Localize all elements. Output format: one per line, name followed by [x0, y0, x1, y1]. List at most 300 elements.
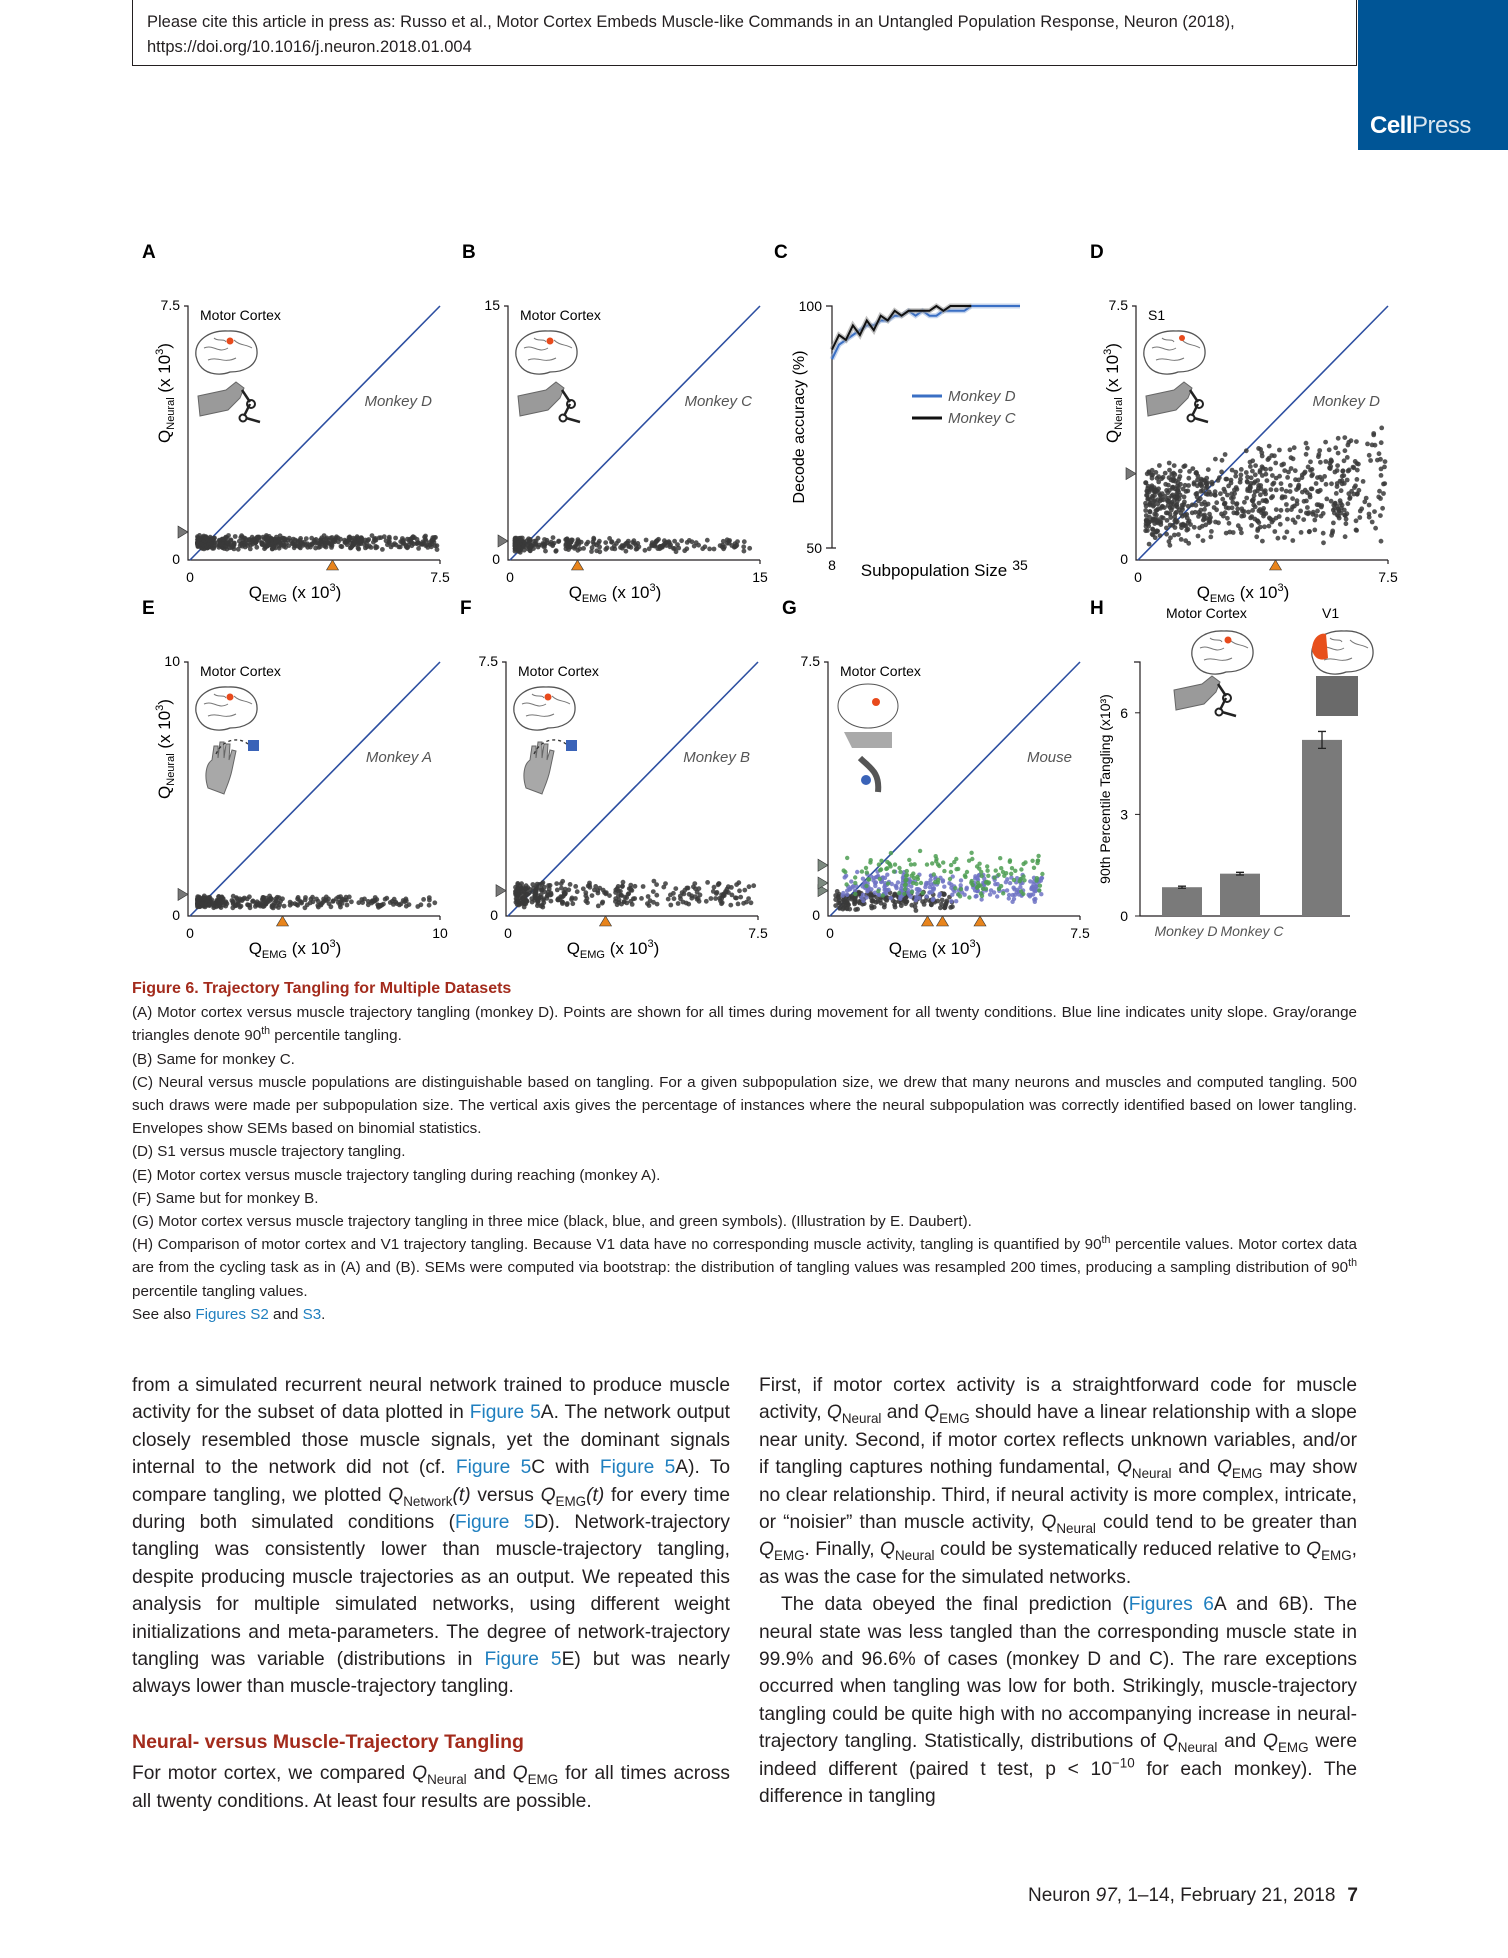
panel-c — [774, 242, 1028, 580]
data-point — [845, 856, 849, 860]
panel-f — [460, 598, 768, 961]
data-point — [387, 539, 392, 544]
data-point — [607, 893, 612, 898]
data-point — [303, 905, 308, 910]
data-point — [1249, 523, 1254, 528]
data-point — [626, 891, 631, 896]
data-point — [1367, 515, 1372, 520]
data-point — [1208, 535, 1213, 540]
link-figure-5[interactable]: Figure 5 — [455, 1512, 535, 1534]
data-point — [600, 900, 605, 905]
data-point — [1367, 453, 1372, 458]
data-point — [1156, 474, 1161, 479]
x-zero-label: 0 — [186, 569, 194, 585]
data-point — [1307, 492, 1312, 497]
data-point — [889, 851, 893, 855]
data-point — [999, 866, 1003, 870]
data-point — [974, 894, 978, 898]
data-point — [849, 879, 853, 883]
data-point — [231, 900, 236, 905]
data-point — [738, 895, 743, 900]
data-point — [853, 907, 858, 912]
data-point — [940, 898, 945, 903]
data-point — [1011, 886, 1015, 890]
subject-label: Monkey D — [1312, 393, 1380, 410]
data-point — [1183, 463, 1188, 468]
data-point — [676, 901, 681, 906]
caption-g: (G) Motor cortex versus muscle trajectory tangling in three mice (black, blue, and green symbols). (Illustration by E. Daubert). — [132, 1213, 972, 1231]
data-point — [1346, 501, 1351, 506]
data-point — [565, 901, 570, 906]
data-point — [1200, 524, 1205, 529]
data-point — [1220, 497, 1225, 502]
data-point — [663, 881, 668, 886]
data-point — [1316, 454, 1321, 459]
data-point — [1021, 892, 1025, 896]
data-point — [1347, 496, 1352, 501]
data-point — [1285, 475, 1290, 480]
data-point — [223, 545, 228, 550]
data-point — [686, 902, 691, 907]
data-point — [1293, 468, 1298, 473]
legend-label: Monkey C — [948, 410, 1016, 427]
data-point — [931, 897, 935, 901]
data-point — [836, 895, 841, 900]
caption-c: (C) Neural versus muscle populations are distinguishable based on tangling. For a given subpopulation size, we drew that many neurons and muscles and computed tangling. 500 such draws were made per subpopulation size. The vertical axis gives the percentage of instances where the neural subpopulation was correctly identified based on lower tangling. Envelopes show SEMs based on binomial statistics. — [132, 1073, 1357, 1138]
data-point — [673, 886, 678, 891]
data-point — [867, 877, 871, 881]
data-point — [841, 891, 845, 895]
data-point — [1207, 518, 1212, 523]
data-point — [427, 903, 432, 908]
data-point — [1171, 477, 1176, 482]
data-point — [726, 884, 731, 889]
data-point — [949, 870, 953, 874]
link-figure-5[interactable]: Figure 5 — [484, 1649, 562, 1671]
data-point — [975, 886, 979, 890]
data-point — [1305, 446, 1310, 451]
x-axis-title: $Q_{EMG}$ (x $10^3$) — [566, 938, 660, 961]
data-point — [236, 902, 241, 907]
data-point — [369, 901, 374, 906]
data-point — [1201, 538, 1206, 543]
data-point — [1312, 518, 1317, 523]
data-point — [730, 543, 735, 548]
data-point — [646, 894, 651, 899]
data-point — [257, 538, 262, 543]
data-point — [1227, 521, 1232, 526]
link-s3[interactable]: S3 — [302, 1305, 322, 1323]
data-point — [1155, 517, 1160, 522]
data-point — [998, 856, 1002, 860]
data-point — [976, 881, 980, 885]
data-point — [1244, 496, 1249, 501]
data-point — [1302, 499, 1307, 504]
data-point — [593, 884, 598, 889]
data-point — [1324, 497, 1329, 502]
data-point — [684, 546, 689, 551]
y-tangling-triangle — [818, 877, 828, 889]
data-point — [917, 896, 921, 900]
v1-stimulus-image — [1316, 676, 1358, 716]
x-axis-title: $Q_{EMG}$ (x $10^3$) — [1196, 582, 1290, 605]
data-point — [845, 893, 849, 897]
data-point — [621, 880, 626, 885]
data-point — [1173, 525, 1178, 530]
data-point — [949, 863, 953, 867]
data-point — [1161, 475, 1166, 480]
y-tangling-triangle — [498, 535, 508, 547]
data-point — [356, 546, 361, 551]
data-point — [1318, 475, 1323, 480]
data-point — [928, 878, 932, 882]
data-point — [918, 849, 922, 853]
data-point — [560, 900, 565, 905]
data-point — [1235, 507, 1240, 512]
y-max-label: 15 — [484, 297, 500, 313]
data-point — [596, 904, 601, 909]
region-label: Motor Cortex — [840, 663, 921, 679]
data-point — [975, 864, 979, 868]
data-point — [554, 548, 559, 553]
data-point — [1178, 474, 1183, 479]
data-point — [1274, 488, 1279, 493]
data-point — [1038, 884, 1042, 888]
data-point — [1154, 508, 1159, 513]
bar — [1302, 740, 1342, 916]
data-point — [893, 892, 898, 897]
data-point — [344, 898, 349, 903]
data-point — [1260, 539, 1265, 544]
data-point — [226, 533, 231, 538]
subject-label: Monkey D — [364, 393, 432, 410]
data-point — [1239, 473, 1244, 478]
data-point — [1163, 482, 1168, 487]
s1-marker — [1179, 335, 1185, 341]
body-paragraph: The data obeyed the final prediction (Figures 6A and 6B). The neural state was less tangled than the corresponding muscle state in 99.9% and 96.6% of cases (monkey D and C). The rare exceptions occurred when tangling was low for both. Strikingly, muscle-trajectory tangling could be quite high with no accompanying increase in neural-trajectory tangling. Statistically, distributions of $Q_{Neural}$ and $Q_{EMG}$ were indeed different (paired t test, $p < 10^{-10}$ for each monkey). The difference in tangling — [759, 1594, 1357, 1808]
data-point — [1153, 535, 1158, 540]
data-point — [549, 899, 554, 904]
data-point — [1229, 478, 1234, 483]
data-point — [1158, 506, 1163, 511]
y-max-label: 7.5 — [800, 653, 820, 669]
data-point — [1009, 872, 1013, 876]
data-point — [1186, 476, 1191, 481]
data-point — [1248, 485, 1253, 490]
data-point — [1198, 482, 1203, 487]
arm-icon — [1146, 382, 1208, 422]
data-point — [1304, 441, 1309, 446]
data-point — [1022, 878, 1026, 882]
brain-icon — [196, 687, 257, 730]
data-point — [985, 864, 989, 868]
x-tangling-triangle — [922, 916, 934, 926]
x-zero-label: 0 — [506, 569, 514, 585]
data-point — [407, 537, 412, 542]
data-point — [1262, 524, 1267, 529]
data-point — [843, 875, 847, 879]
data-point — [845, 889, 849, 893]
data-point — [339, 544, 344, 549]
data-point — [712, 885, 717, 890]
data-point — [548, 891, 553, 896]
data-point — [375, 545, 380, 550]
data-point — [1157, 463, 1162, 468]
data-point — [382, 534, 387, 539]
y-zero-label: 0 — [490, 907, 498, 923]
data-point — [1333, 445, 1338, 450]
data-point — [864, 884, 868, 888]
data-point — [282, 538, 287, 543]
data-point — [1315, 502, 1320, 507]
data-point — [424, 538, 429, 543]
data-point — [668, 903, 673, 908]
data-point — [1040, 876, 1044, 880]
data-point — [555, 888, 560, 893]
x-axis-title: $Q_{EMG}$ (x $10^3$) — [248, 582, 342, 605]
data-point — [965, 886, 969, 890]
data-point — [1318, 460, 1323, 465]
data-point — [267, 894, 272, 899]
body-column-right — [759, 1372, 1357, 1811]
data-point — [1204, 492, 1209, 497]
data-point — [1040, 872, 1044, 876]
subject-label: Monkey A — [365, 749, 432, 766]
caption-title: Figure 6. Trajectory Tangling for Multiple Datasets — [132, 980, 512, 997]
region-label: Motor Cortex — [200, 307, 281, 323]
data-point — [324, 895, 329, 900]
data-point — [1148, 497, 1153, 502]
panel-letter: B — [462, 242, 476, 263]
data-point — [705, 538, 710, 543]
motor-cortex-marker — [227, 694, 234, 701]
data-point — [693, 886, 698, 891]
data-point — [1272, 481, 1277, 486]
data-point — [1203, 503, 1208, 508]
data-point — [1379, 539, 1384, 544]
data-point — [345, 903, 350, 908]
data-point — [1168, 515, 1173, 520]
data-point — [1153, 488, 1158, 493]
x-tangling-triangle — [277, 916, 289, 926]
x-zero-label: 0 — [186, 925, 194, 941]
data-point — [1271, 518, 1276, 523]
data-point — [1208, 492, 1213, 497]
data-point — [969, 851, 973, 855]
data-point — [878, 877, 882, 881]
data-point — [903, 887, 907, 891]
data-point — [1335, 504, 1340, 509]
data-point — [196, 900, 201, 905]
data-point — [877, 862, 881, 866]
link-figure-5[interactable]: Figure 5 — [469, 1402, 541, 1424]
data-point — [1244, 470, 1249, 475]
data-point — [351, 543, 356, 548]
region-label-right: V1 — [1322, 605, 1340, 621]
data-point — [704, 899, 709, 904]
data-point — [555, 897, 560, 902]
data-point — [1378, 457, 1383, 462]
y-max-label: 7.5 — [478, 653, 498, 669]
data-point — [855, 870, 859, 874]
link-figure-5[interactable]: Figure 5 — [599, 1457, 676, 1479]
data-point — [651, 889, 656, 894]
data-point — [519, 538, 524, 543]
data-point — [1296, 515, 1301, 520]
data-point — [1334, 491, 1339, 496]
data-point — [1005, 888, 1009, 892]
data-point — [1383, 459, 1388, 464]
data-point — [1195, 491, 1200, 496]
data-point — [1330, 529, 1335, 534]
data-point — [248, 905, 253, 910]
x-zero-label: 0 — [504, 925, 512, 941]
data-point — [1250, 499, 1255, 504]
data-point — [1279, 508, 1284, 513]
data-point — [1246, 510, 1251, 515]
data-point — [1323, 440, 1328, 445]
data-point — [910, 874, 914, 878]
data-point — [742, 549, 747, 554]
data-point — [1300, 475, 1305, 480]
data-point — [429, 538, 434, 543]
data-point — [703, 544, 708, 549]
data-point — [1284, 502, 1289, 507]
data-point — [1214, 500, 1219, 505]
body-paragraph: First, if motor cortex activity is a straightforward code for muscle activity, $Q_{Neural}$ and $Q_{EMG}$ should have a linear relationship with a slope near unity. Second, if motor cortex reflects unknown variables, and/or if tangling captures nothing fundamental, $Q_{Neural}$ and $Q_{EMG}$ may show no clear relationship. Third, if neural activity is more complex, intricate, or “noisier” than muscle activity, $Q_{Neural}$ could tend to be greater than $Q_{EMG}$. Finally, $Q_{Neural}$ could be systematically reduced relative to $Q_{EMG}$, as was the case for the simulated networks. — [759, 1375, 1358, 1588]
data-point — [1328, 466, 1333, 471]
data-point — [1180, 503, 1185, 508]
data-point — [1205, 484, 1210, 489]
link-figure-6[interactable]: Figures 6 — [1128, 1594, 1214, 1616]
link-figure-5[interactable]: Figure 5 — [455, 1457, 532, 1479]
data-point — [292, 545, 297, 550]
data-point — [956, 892, 960, 896]
data-point — [1335, 484, 1340, 489]
data-point — [1367, 503, 1372, 508]
caption-see-also: See also Figures S2 and S3. — [132, 1305, 326, 1323]
data-point — [1171, 471, 1176, 476]
bar-category-label: Monkey C — [1220, 923, 1284, 939]
data-point — [554, 881, 559, 886]
data-point — [524, 883, 529, 888]
x-axis-title: $Q_{EMG}$ (x $10^3$) — [568, 582, 662, 605]
citation-doi[interactable]: https://doi.org/10.1016/j.neuron.2018.01.004 — [147, 38, 472, 56]
data-point — [1343, 534, 1348, 539]
data-point — [1355, 461, 1360, 466]
data-point — [1032, 866, 1036, 870]
x-tangling-triangle — [572, 560, 584, 570]
data-point — [597, 545, 602, 550]
link-figures-s2[interactable]: Figures S2 — [195, 1305, 269, 1323]
data-point — [228, 542, 233, 547]
data-point — [1317, 448, 1322, 453]
panel-h — [1090, 598, 1373, 939]
data-point — [1018, 879, 1022, 883]
data-point — [1164, 488, 1169, 493]
data-point — [1248, 464, 1253, 469]
data-point — [1036, 854, 1040, 858]
data-point — [1167, 499, 1172, 504]
data-point — [962, 893, 966, 897]
data-point — [623, 895, 628, 900]
data-point — [1250, 469, 1255, 474]
data-point — [1181, 487, 1186, 492]
data-point — [577, 547, 582, 552]
data-point — [1254, 534, 1259, 539]
data-point — [1379, 473, 1384, 478]
data-point — [1280, 494, 1285, 499]
data-point — [541, 900, 546, 905]
data-point — [610, 539, 615, 544]
data-point — [427, 898, 432, 903]
data-point — [319, 535, 324, 540]
data-point — [1292, 445, 1297, 450]
data-point — [1244, 448, 1249, 453]
data-point — [603, 540, 608, 545]
data-point — [218, 542, 223, 547]
x-max-label: 7.5 — [748, 925, 768, 941]
data-point — [985, 869, 989, 873]
x-max-label: 7.5 — [430, 569, 450, 585]
data-point — [932, 886, 936, 890]
x-max-label: 10 — [432, 925, 448, 941]
data-point — [1158, 533, 1163, 538]
logo-rest: Press — [1412, 112, 1471, 139]
caption-e: (E) Motor cortex versus muscle trajectory tangling during reaching (monkey A). — [132, 1166, 661, 1184]
data-point — [1172, 533, 1177, 538]
panel-b — [462, 242, 768, 605]
cellpress-logo — [1358, 0, 1508, 150]
data-point — [993, 875, 997, 879]
data-point — [1217, 475, 1222, 480]
data-point — [1250, 458, 1255, 463]
data-point — [746, 896, 751, 901]
data-point — [209, 897, 214, 902]
data-point — [1329, 499, 1334, 504]
data-point — [261, 904, 266, 909]
data-point — [925, 862, 929, 866]
data-point — [1220, 458, 1225, 463]
data-point — [965, 870, 969, 874]
y-axis-title: $Q_{Neural}$ (x $10^3$) — [154, 343, 177, 443]
y-axis-title: $Q_{Neural}$ (x $10^3$) — [1102, 343, 1125, 443]
data-point — [387, 535, 392, 540]
data-point — [232, 547, 237, 552]
data-point — [432, 900, 437, 905]
data-point — [999, 884, 1003, 888]
data-point — [1144, 489, 1149, 494]
data-point — [1255, 528, 1260, 533]
data-point — [1252, 493, 1257, 498]
data-point — [1255, 489, 1260, 494]
data-point — [575, 889, 580, 894]
data-point — [1351, 465, 1356, 470]
data-point — [987, 880, 991, 884]
data-point — [1021, 874, 1025, 878]
data-point — [736, 880, 741, 885]
data-point — [679, 538, 684, 543]
data-point — [888, 862, 892, 866]
panel-letter: G — [782, 598, 797, 619]
data-point — [602, 890, 607, 895]
data-point — [1147, 542, 1152, 547]
region-label: Motor Cortex — [520, 307, 601, 323]
body-paragraph: from a simulated recurrent neural network trained to produce muscle activity for the subset of data plotted in Figure 5A. The network output closely resembled those muscle signals, yet the dominant signals internal to the network did not (cf. Figure 5C with Figure 5A). To compare tangling, we plotted $Q_{Network}(t)$ versus $Q_{EMG}(t)$ for every time during both simulated conditions (Figure 5D). Network-trajectory tangling was consistently lower than muscle-trajectory tangling, despite producing muscle trajectories as an output. We repeated this analysis for multiple simulated networks, using different weight initializations and meta-parameters. The degree of network-trajectory tangling was variable (distributions in Figure 5E) but was nearly always lower than muscle-trajectory tangling. — [132, 1375, 731, 1698]
data-point — [209, 542, 214, 547]
data-point — [1339, 488, 1344, 493]
data-point — [1224, 477, 1229, 482]
